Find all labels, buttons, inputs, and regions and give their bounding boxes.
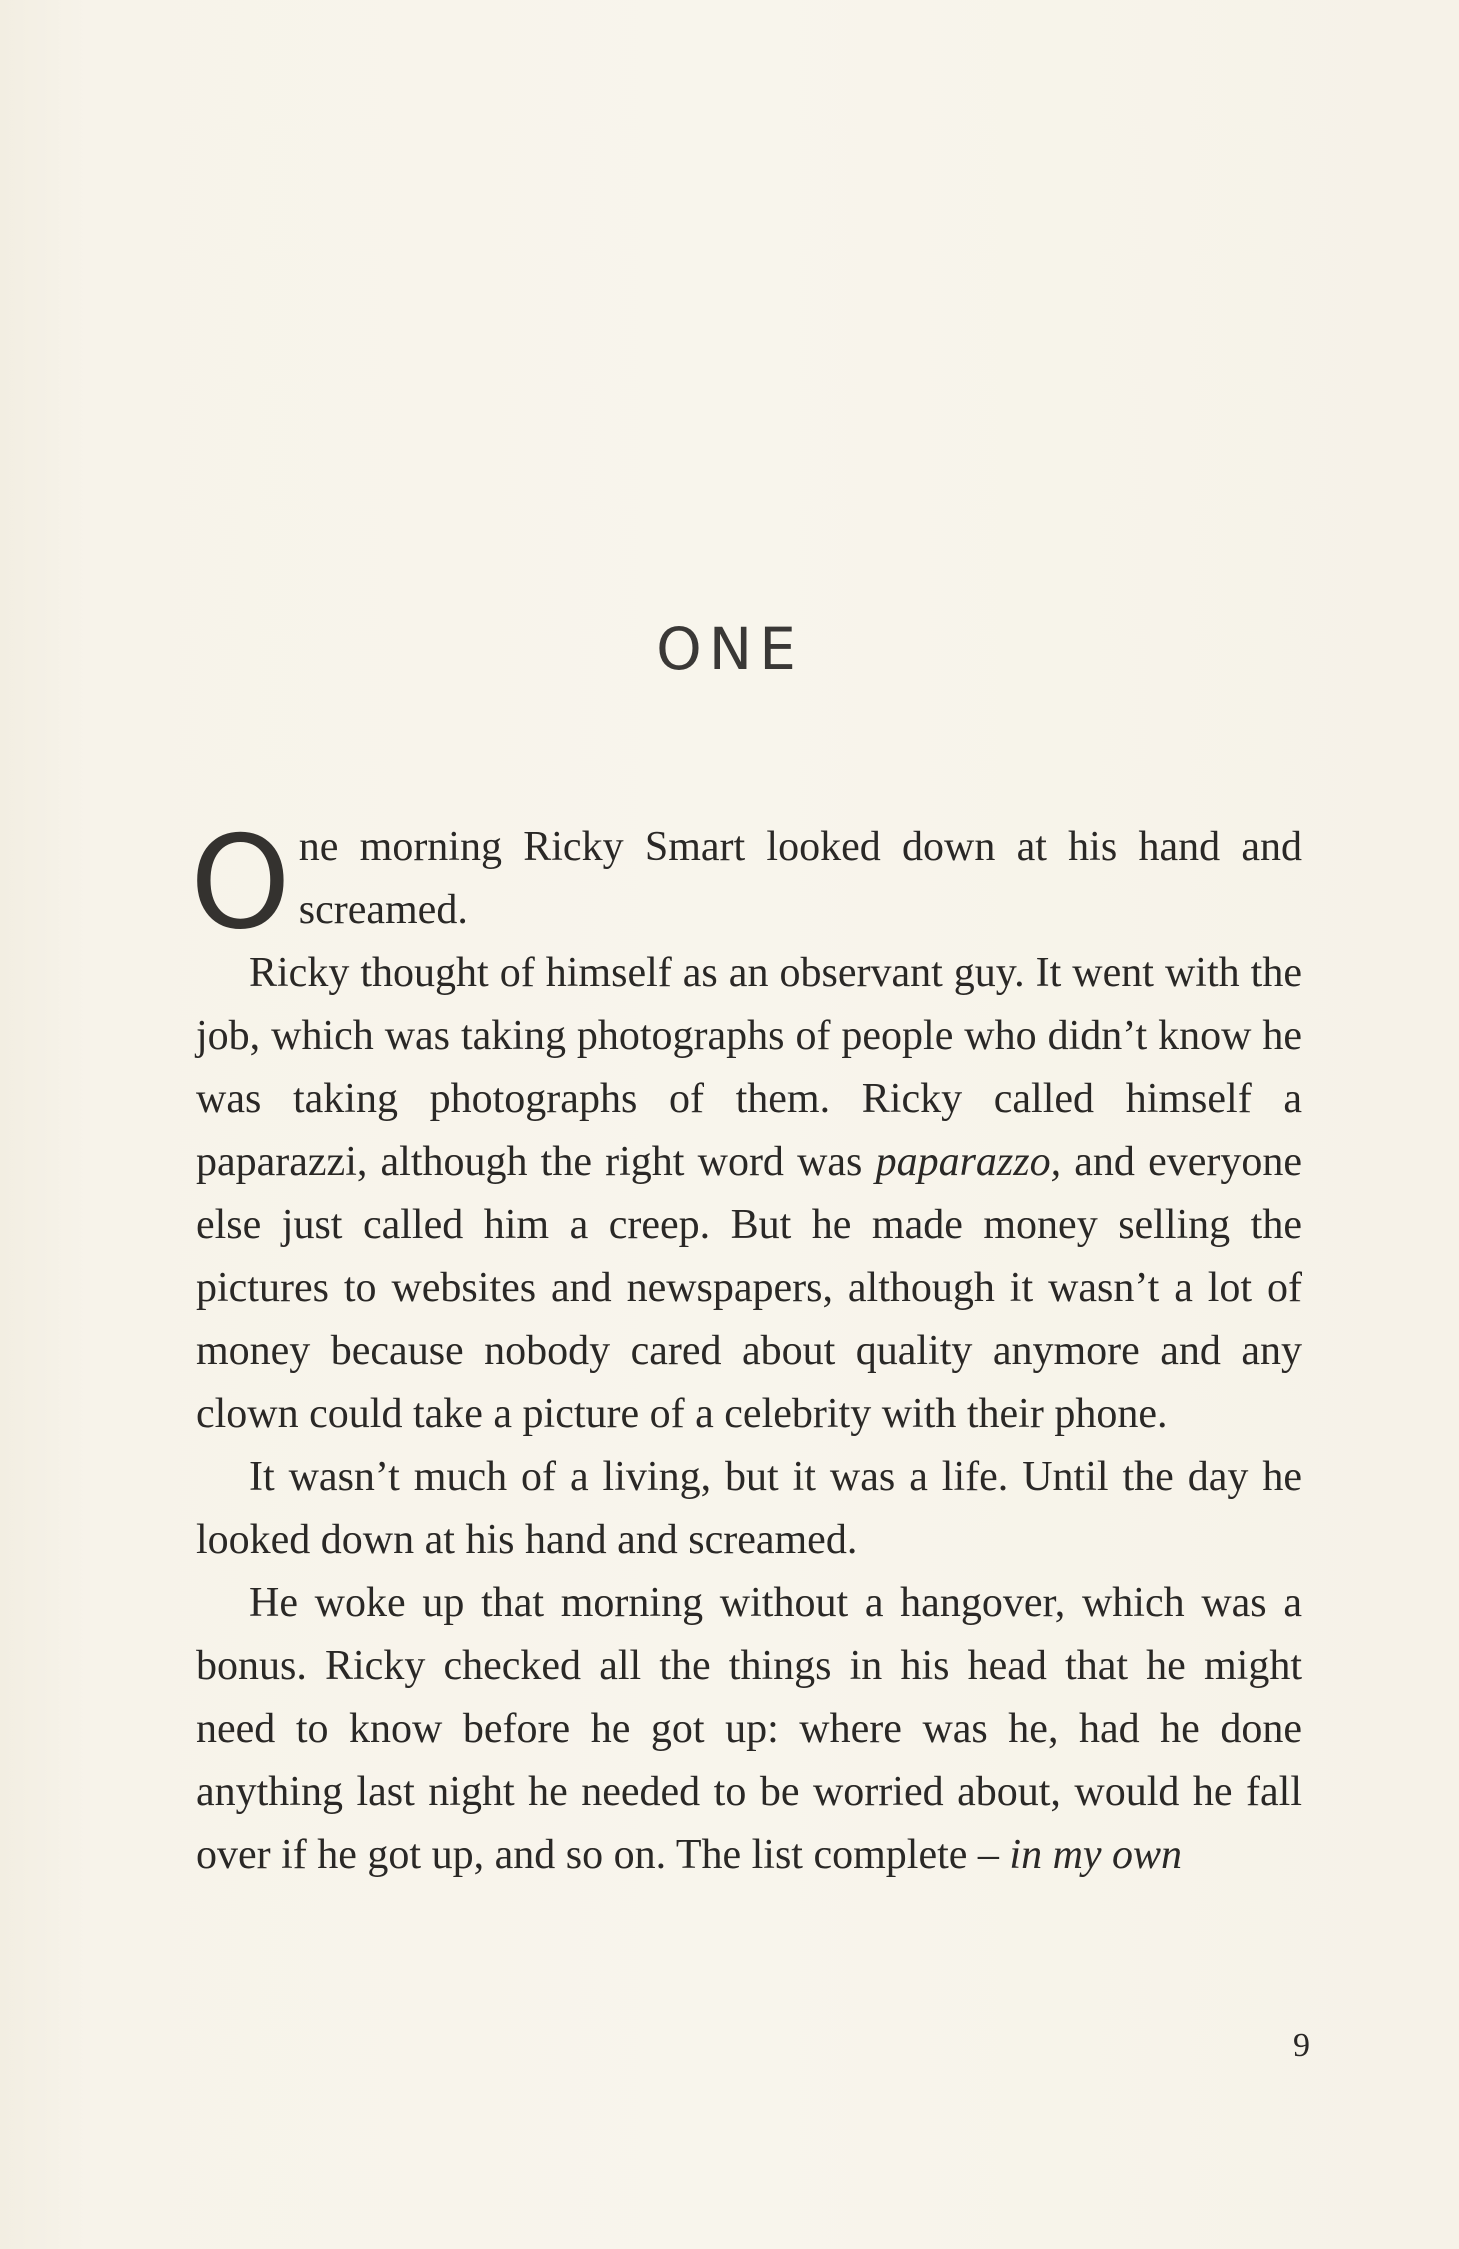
page-number: 9 [1293, 2027, 1310, 2064]
paragraph-1 [190, 809, 1302, 958]
paragraph-3 [196, 1446, 1302, 1572]
paragraph-4 [196, 1572, 1302, 1887]
chapter-body [190, 809, 1302, 1887]
paragraph-2-italic: paparazzo, [875, 1139, 1062, 1185]
paragraph-4-italic: in my own [1009, 1832, 1183, 1878]
paragraph-1-text: ne morning Ricky Smart looked down at his hand and screamed. [298, 824, 1302, 933]
drop-cap: O [190, 809, 291, 958]
paragraph-2-text-a: Ricky thought of himself as an observant guy. It went with the job, which was taking photographs of people who didn’t know he was taking photographs of them. Ricky called himself a paparazzi, although the right word was [196, 950, 1302, 1185]
paragraph-2 [196, 942, 1302, 1446]
paragraph-3-text: It wasn’t much of a living, but it was a life. Until the day he looked down at his hand and screamed. [196, 1454, 1302, 1563]
paragraph-4-text-a: He woke up that morning without a hangover, which was a bonus. Ricky checked all the things in his head that he might need to know before he got up: where was he, had he done anything last night he needed to be worried about, would he fall over if he got up, and so on. The list complete – [196, 1580, 1302, 1878]
chapter-title: ONE [656, 615, 803, 683]
paragraph-2-text-b: and everyone else just called him a creep. But he made money selling the pictures to websites and newspapers, although it wasn’t a lot of money because nobody cared about quality anymore and any clown could take a picture of a celebrity with their phone. [196, 1139, 1302, 1437]
